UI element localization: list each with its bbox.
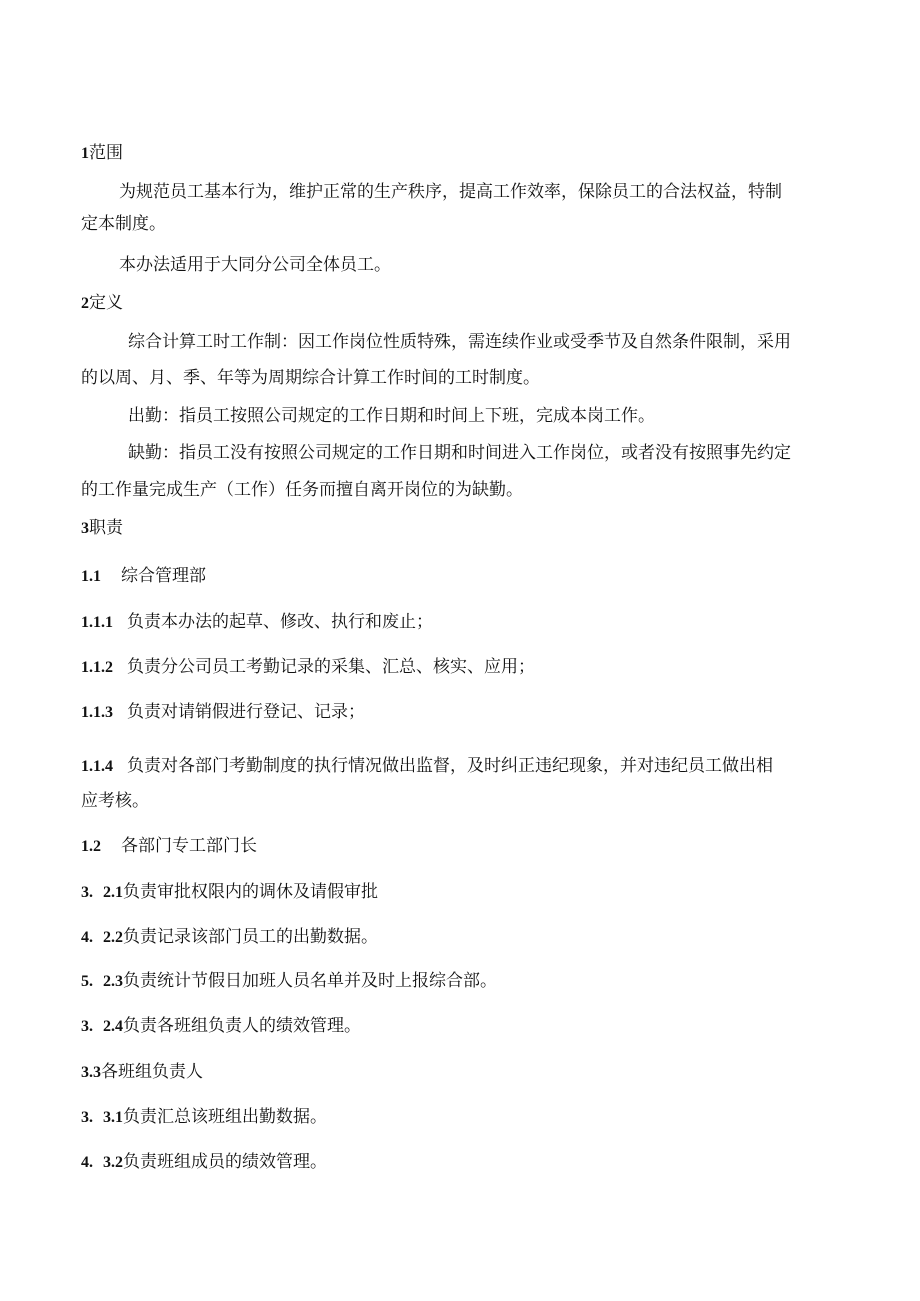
item-number: 1.1.2 xyxy=(81,659,113,676)
item-text: 负责班组成员的绩效管理。 xyxy=(123,1152,327,1172)
list-item xyxy=(81,610,860,635)
item-number: 1.1 xyxy=(81,568,101,585)
paragraph-line: 应考核。 xyxy=(81,791,149,811)
item-number: 3.1 xyxy=(103,1109,123,1126)
list-item xyxy=(81,1105,860,1130)
item-text: 负责审批权限内的调休及请假审批 xyxy=(123,882,378,902)
section-number: 2 xyxy=(81,295,89,312)
item-number: 2.3 xyxy=(103,973,123,990)
section-3-heading xyxy=(81,516,860,541)
item-lead-number: 5. xyxy=(81,973,93,990)
item-text: 负责分公司员工考勤记录的采集、汇总、核实、应用； xyxy=(127,657,535,677)
item-lead-number: 4. xyxy=(81,1154,93,1171)
item-number: 1.2 xyxy=(81,838,101,855)
item-text: 负责统计节假日加班人员名单并及时上报综合部。 xyxy=(123,971,497,991)
item-number: 1.1.3 xyxy=(81,704,113,721)
item-text: 各部门专工部门长 xyxy=(121,836,257,856)
item-number: 1.1.1 xyxy=(81,614,113,631)
list-item xyxy=(81,1014,860,1039)
paragraph-line: 综合计算工时工作制：因工作岗位性质特殊，需连续作业或受季节及自然条件限制，采用 xyxy=(128,332,791,352)
item-text: 负责对请销假进行登记、记录； xyxy=(127,702,365,722)
section-number: 3 xyxy=(81,520,89,537)
list-item xyxy=(81,700,860,725)
item-number: 2.4 xyxy=(103,1018,123,1035)
paragraph-line: 定本制度。 xyxy=(81,214,166,234)
section-1-heading xyxy=(81,141,860,166)
section-2-heading xyxy=(81,291,860,316)
list-item xyxy=(81,925,860,950)
item-number: 3.3 xyxy=(81,1064,101,1081)
item-number: 3.2 xyxy=(103,1154,123,1171)
item-number: 1.1.4 xyxy=(81,758,113,775)
item-lead-number: 3. xyxy=(81,884,93,901)
item-lead-number: 3. xyxy=(81,1109,93,1126)
item-text: 综合管理部 xyxy=(121,566,206,586)
section-title: 范围 xyxy=(89,143,123,163)
item-text: 各班组负责人 xyxy=(101,1062,203,1082)
item-number: 2.2 xyxy=(103,929,123,946)
item-lead-number: 3. xyxy=(81,1018,93,1035)
paragraph-line: 的以周、月、季、年等为周期综合计算工作时间的工时制度。 xyxy=(81,368,540,388)
list-item xyxy=(81,834,860,859)
list-item xyxy=(81,1150,860,1175)
item-number: 2.1 xyxy=(103,884,123,901)
item-text: 负责记录该部门员工的出勤数据。 xyxy=(123,927,378,947)
list-item xyxy=(81,754,860,779)
list-item xyxy=(81,564,860,589)
item-text: 负责本办法的起草、修改、执行和废止； xyxy=(127,612,433,632)
item-text: 负责各班组负责人的绩效管理。 xyxy=(123,1016,361,1036)
section-title: 职责 xyxy=(89,518,123,538)
paragraph-line: 缺勤：指员工没有按照公司规定的工作日期和时间进入工作岗位，或者没有按照事先约定 xyxy=(128,443,791,463)
item-lead-number: 4. xyxy=(81,929,93,946)
section-number: 1 xyxy=(81,145,89,162)
paragraph-line: 本办法适用于大同分公司全体员工。 xyxy=(119,255,391,275)
list-item xyxy=(81,969,860,994)
item-text: 负责汇总该班组出勤数据。 xyxy=(123,1107,327,1127)
section-title: 定义 xyxy=(89,293,123,313)
list-item xyxy=(81,1060,860,1085)
paragraph-line: 出勤：指员工按照公司规定的工作日期和时间上下班，完成本岗工作。 xyxy=(128,406,655,426)
item-text: 负责对各部门考勤制度的执行情况做出监督，及时纠正违纪现象，并对违纪员工做出相 xyxy=(127,756,773,776)
list-item xyxy=(81,655,860,680)
list-item xyxy=(81,880,860,905)
paragraph-line: 的工作量完成生产（工作）任务而擅自离开岗位的为缺勤。 xyxy=(81,480,523,500)
paragraph-line: 为规范员工基本行为，维护正常的生产秩序，提高工作效率，保除员工的合法权益，特制 xyxy=(119,182,782,202)
